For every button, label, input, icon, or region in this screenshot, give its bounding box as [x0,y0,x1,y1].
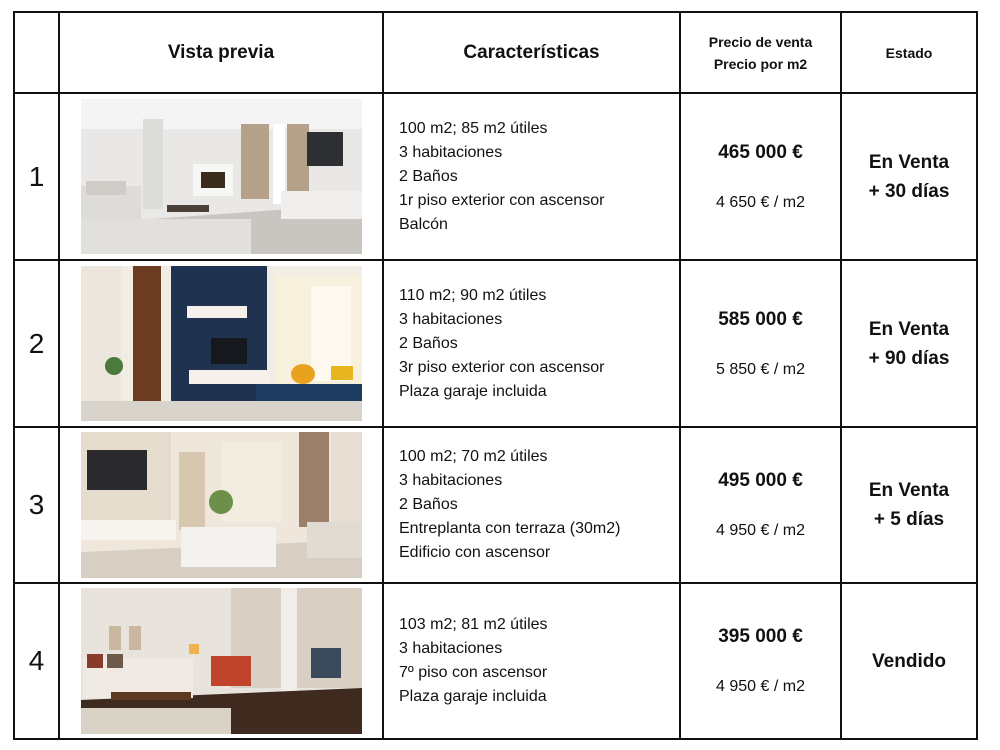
header-price [680,12,841,93]
price-per-m2: 4 650 € / m2 [716,193,805,211]
header-row [14,12,977,93]
living-room-photo [81,432,362,578]
row-number: 2 [14,260,59,427]
table-row [14,260,977,427]
preview-cell [59,583,383,739]
status-line1: En Venta [868,318,950,340]
sale-price: 465 000 € [718,141,803,163]
status-line1: Vendido [872,650,946,672]
price-per-m2: 4 950 € / m2 [716,522,805,539]
sale-price: 585 000 € [718,308,803,330]
feature-item: Plaza garaje incluida [399,382,547,400]
status-cell [841,427,977,583]
feature-item: 3 habitaciones [399,310,503,328]
features-cell [383,93,680,260]
feature-item: 100 m2; 85 m2 útiles [399,119,548,137]
feature-item: 2 Baños [399,496,458,513]
row-number: 1 [14,93,59,260]
price-cell [680,427,841,583]
table-row [14,427,977,583]
listings-table [13,11,978,740]
feature-item: 103 m2; 81 m2 útiles [399,616,548,633]
header-features: Características [383,12,680,93]
feature-item: Balcón [399,215,448,233]
sale-price: 395 000 € [718,626,803,647]
feature-item: 2 Baños [399,167,458,185]
status-line1: En Venta [868,151,950,173]
price-cell [680,93,841,260]
price-cell [680,583,841,739]
price-per-m2: 4 950 € / m2 [716,678,805,695]
status-cell [841,583,977,739]
preview-cell [59,93,383,260]
header-price-line1: Precio de venta [708,33,813,50]
preview-cell [59,427,383,583]
feature-item: 2 Baños [399,334,458,352]
feature-item: 3 habitaciones [399,640,503,657]
sale-price: 495 000 € [718,470,803,491]
preview-cell [59,260,383,427]
feature-item: Entreplanta con terraza (30m2) [399,520,621,537]
row-number: 3 [14,427,59,583]
feature-item: 100 m2; 70 m2 útiles [399,448,548,465]
table-row [14,93,977,260]
status-line1: En Venta [868,480,950,501]
feature-item: 110 m2; 90 m2 útiles [399,286,547,304]
price-cell [680,260,841,427]
feature-item: 7º piso con ascensor [399,664,548,681]
table-row [14,583,977,739]
status-line2: + 30 días [868,180,950,202]
header-number [14,12,59,93]
status-cell [841,260,977,427]
header-preview: Vista previa [59,12,383,93]
feature-item: 3 habitaciones [399,143,503,161]
features-cell [383,583,680,739]
living-room-photo [81,99,362,254]
feature-item: Plaza garaje incluida [399,688,547,705]
feature-item: Edificio con ascensor [399,544,551,561]
status-cell [841,93,977,260]
feature-item: 3r piso exterior con ascensor [399,358,605,376]
living-room-photo [81,588,362,734]
features-cell [383,427,680,583]
status-line2: + 5 días [873,509,945,530]
row-number: 4 [14,583,59,739]
status-line2: + 90 días [868,347,950,369]
feature-item: 3 habitaciones [399,472,503,489]
living-room-photo [81,266,362,421]
header-price-line2: Precio por m2 [713,55,808,72]
features-cell [383,260,680,427]
feature-item: 1r piso exterior con ascensor [399,191,605,209]
price-per-m2: 5 850 € / m2 [716,360,805,378]
header-status: Estado [841,12,977,93]
